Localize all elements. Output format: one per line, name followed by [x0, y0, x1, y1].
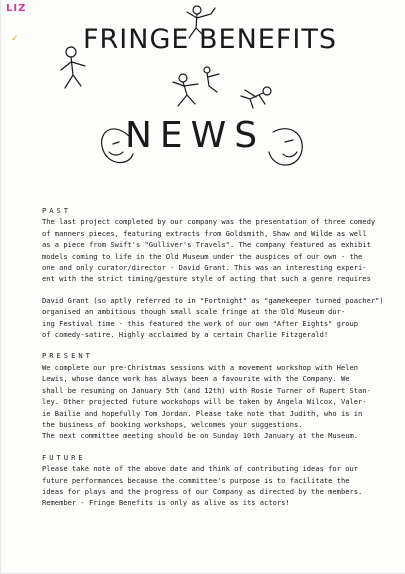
section-heading-present: PRESENT: [42, 351, 93, 361]
masthead: [1, 0, 405, 200]
past-paragraph-2: David Grant (so aptly referred to in "Fortnight" as "gamekeeper turned poacher") organised an ambitious though small scale fringe at the Old Museum dur- ing Festival time - this featured the work of our own "After Eights" group of comedy-satire. Highly acclaimed by a certain Charlie Fitzgerald!: [42, 295, 384, 340]
masthead-title: FRINGE BENEFITS: [83, 24, 337, 55]
handwritten-corner-mark: LIZ: [6, 3, 27, 14]
masthead-subtitle: NEWS: [125, 115, 266, 156]
future-paragraph-1: Please take note of the above date and think of contributing ideas for our future performances because the committee's purpose is to facilitate the ideas for plays and the progress of our Company as directed by the members. Remember - Fringe Benefits is only as alive as its actors!: [42, 464, 363, 508]
newsletter-body: [42, 205, 394, 509]
present-paragraph-1: We complete our pre-Christmas sessions with a movement workshop with Helen Lewis, whose dance work has always been a favourite with the Company. We shall be resuming on January 5th (and 12th) with Rosie Turner of Rupert Stan- ley. Other projected future workshops will be taken by Angela Wilcox, Valer- ie Bailie and hopefully Tom Jordan. Please take note that Judith, who is in the business of booking workshops, welcomes your suggestions. The next committee meeting should be on Sunday 10th January at the Museum.: [42, 362, 371, 441]
past-paragraph-1: The last project completed by our company was the presentation of three comedy of manners pieces, featuring extracts from Goldsmith, Shaw and Wilde as well as a piece from Swift's "Gulliver's Travels". The company featured as exhibit models coming to life in the Old Museum under the auspices of our own - the one and only curator/director - David Grant. This was an interesting experi- ent with the strict timing/gesture style of acting that such a genre requires: [42, 217, 376, 284]
section-heading-past: PAST: [42, 206, 72, 215]
tick-mark-icon: ✓: [11, 34, 19, 44]
section-heading-future: FUTURE: [42, 452, 86, 462]
